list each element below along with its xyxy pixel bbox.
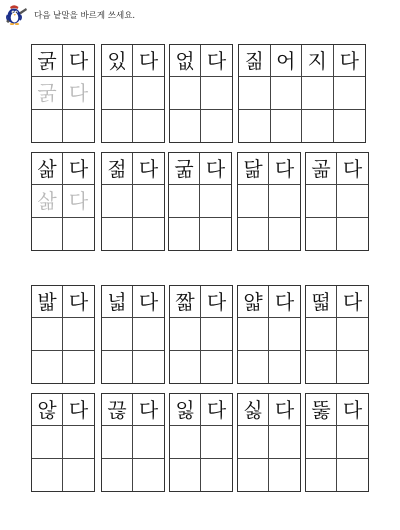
word-grid bbox=[237, 393, 301, 492]
writing-cell[interactable] bbox=[133, 110, 164, 142]
model-character: 넓 bbox=[102, 286, 133, 318]
writing-cell[interactable] bbox=[238, 426, 269, 458]
model-character: 젊 bbox=[102, 153, 133, 185]
writing-cell[interactable] bbox=[32, 218, 63, 250]
writing-cell[interactable] bbox=[239, 77, 271, 109]
model-character: 곪 bbox=[306, 153, 337, 185]
writing-cell[interactable] bbox=[32, 110, 63, 142]
writing-cell[interactable] bbox=[170, 318, 201, 350]
writing-cell[interactable] bbox=[238, 185, 269, 217]
writing-cell[interactable] bbox=[337, 351, 368, 383]
writing-cell[interactable] bbox=[302, 110, 334, 142]
writing-cell[interactable] bbox=[337, 459, 368, 491]
model-character: 다 bbox=[63, 394, 94, 426]
model-character: 없 bbox=[170, 45, 201, 77]
trace-character: 굵 bbox=[32, 77, 63, 109]
writing-cell[interactable] bbox=[201, 318, 232, 350]
writing-cell[interactable] bbox=[102, 218, 133, 250]
writing-cell[interactable] bbox=[238, 459, 269, 491]
trace-character: 다 bbox=[63, 77, 94, 109]
model-character: 다 bbox=[269, 394, 300, 426]
model-character: 얇 bbox=[238, 286, 269, 318]
writing-cell[interactable] bbox=[102, 77, 133, 109]
model-character: 닮 bbox=[238, 153, 269, 185]
model-character: 다 bbox=[133, 45, 164, 77]
model-character: 잃 bbox=[170, 394, 201, 426]
writing-cell[interactable] bbox=[306, 351, 337, 383]
word-grid bbox=[169, 44, 233, 143]
writing-cell[interactable] bbox=[269, 351, 300, 383]
model-character: 다 bbox=[63, 153, 94, 185]
word-grid bbox=[305, 393, 369, 492]
writing-cell[interactable] bbox=[63, 318, 94, 350]
model-character: 삶 bbox=[32, 153, 63, 185]
writing-cell[interactable] bbox=[269, 426, 300, 458]
writing-cell[interactable] bbox=[337, 426, 368, 458]
writing-cell[interactable] bbox=[170, 459, 201, 491]
writing-cell[interactable] bbox=[170, 351, 201, 383]
model-character: 다 bbox=[334, 45, 366, 77]
writing-cell[interactable] bbox=[170, 110, 201, 142]
model-character: 다 bbox=[337, 394, 368, 426]
writing-cell[interactable] bbox=[133, 459, 164, 491]
writing-cell[interactable] bbox=[102, 110, 133, 142]
writing-cell[interactable] bbox=[201, 110, 232, 142]
writing-cell[interactable] bbox=[133, 77, 164, 109]
model-character: 다 bbox=[63, 45, 94, 77]
writing-cell[interactable] bbox=[200, 185, 231, 217]
writing-cell[interactable] bbox=[334, 77, 366, 109]
model-character: 다 bbox=[269, 286, 300, 318]
writing-cell[interactable] bbox=[169, 218, 200, 250]
model-character: 다 bbox=[200, 153, 231, 185]
writing-cell[interactable] bbox=[306, 318, 337, 350]
model-character: 다 bbox=[337, 153, 368, 185]
word-grid bbox=[305, 152, 369, 251]
writing-cell[interactable] bbox=[302, 77, 334, 109]
writing-cell[interactable] bbox=[169, 185, 200, 217]
writing-cell[interactable] bbox=[170, 426, 201, 458]
writing-cell[interactable] bbox=[170, 77, 201, 109]
model-character: 어 bbox=[271, 45, 303, 77]
writing-cell[interactable] bbox=[63, 459, 94, 491]
word-grid bbox=[31, 152, 95, 251]
writing-cell[interactable] bbox=[102, 459, 133, 491]
writing-cell[interactable] bbox=[238, 351, 269, 383]
writing-cell[interactable] bbox=[133, 318, 164, 350]
writing-cell[interactable] bbox=[269, 318, 300, 350]
model-character: 굵 bbox=[32, 45, 63, 77]
writing-cell[interactable] bbox=[271, 110, 303, 142]
writing-cell[interactable] bbox=[200, 218, 231, 250]
writing-cell[interactable] bbox=[201, 426, 232, 458]
writing-cell[interactable] bbox=[102, 351, 133, 383]
word-grid bbox=[31, 393, 95, 492]
writing-cell[interactable] bbox=[238, 318, 269, 350]
writing-cell[interactable] bbox=[32, 459, 63, 491]
writing-cell[interactable] bbox=[334, 110, 366, 142]
word-grid bbox=[101, 152, 165, 251]
writing-cell[interactable] bbox=[32, 426, 63, 458]
word-grid bbox=[169, 393, 233, 492]
model-character: 다 bbox=[201, 394, 232, 426]
word-grid bbox=[169, 285, 233, 384]
trace-character: 삶 bbox=[32, 185, 63, 217]
model-character: 다 bbox=[201, 286, 232, 318]
word-grid bbox=[101, 285, 165, 384]
model-character: 지 bbox=[302, 45, 334, 77]
model-character: 싫 bbox=[238, 394, 269, 426]
writing-cell[interactable] bbox=[337, 318, 368, 350]
writing-cell[interactable] bbox=[269, 218, 300, 250]
writing-cell[interactable] bbox=[102, 426, 133, 458]
writing-cell[interactable] bbox=[63, 218, 94, 250]
word-grid bbox=[168, 152, 232, 251]
model-character: 다 bbox=[337, 286, 368, 318]
writing-cell[interactable] bbox=[201, 351, 232, 383]
writing-cell[interactable] bbox=[133, 218, 164, 250]
writing-cell[interactable] bbox=[63, 110, 94, 142]
writing-cell[interactable] bbox=[269, 185, 300, 217]
model-character: 다 bbox=[133, 153, 164, 185]
writing-cell[interactable] bbox=[63, 426, 94, 458]
model-character: 다 bbox=[269, 153, 300, 185]
model-character: 않 bbox=[32, 394, 63, 426]
word-grid bbox=[101, 44, 165, 143]
word-grid bbox=[305, 285, 369, 384]
writing-cell[interactable] bbox=[306, 459, 337, 491]
writing-cell[interactable] bbox=[32, 318, 63, 350]
writing-cell[interactable] bbox=[337, 218, 368, 250]
model-character: 밟 bbox=[32, 286, 63, 318]
writing-cell[interactable] bbox=[239, 110, 271, 142]
model-character: 굶 bbox=[169, 153, 200, 185]
writing-cell[interactable] bbox=[306, 185, 337, 217]
model-character: 다 bbox=[63, 286, 94, 318]
writing-cell[interactable] bbox=[63, 351, 94, 383]
writing-cell[interactable] bbox=[306, 218, 337, 250]
instruction-text: 다음 낱말을 바르게 쓰세요. bbox=[34, 11, 136, 21]
word-grid bbox=[101, 393, 165, 492]
model-character: 다 bbox=[133, 394, 164, 426]
writing-cell[interactable] bbox=[133, 351, 164, 383]
worksheet-header bbox=[3, 2, 135, 26]
writing-cell[interactable] bbox=[201, 77, 232, 109]
writing-cell[interactable] bbox=[306, 426, 337, 458]
trace-character: 다 bbox=[63, 185, 94, 217]
writing-cell[interactable] bbox=[201, 459, 232, 491]
writing-cell[interactable] bbox=[238, 218, 269, 250]
writing-cell[interactable] bbox=[133, 185, 164, 217]
writing-cell[interactable] bbox=[337, 185, 368, 217]
writing-cell[interactable] bbox=[271, 77, 303, 109]
word-grid bbox=[238, 44, 366, 143]
writing-cell[interactable] bbox=[102, 185, 133, 217]
word-grid bbox=[31, 285, 95, 384]
model-character: 짊 bbox=[239, 45, 271, 77]
model-character: 있 bbox=[102, 45, 133, 77]
model-character: 짧 bbox=[170, 286, 201, 318]
model-character: 다 bbox=[133, 286, 164, 318]
model-character: 다 bbox=[201, 45, 232, 77]
penguin-mascot-icon bbox=[3, 2, 29, 26]
writing-cell[interactable] bbox=[269, 459, 300, 491]
model-character: 뚫 bbox=[306, 394, 337, 426]
word-grid bbox=[31, 44, 95, 143]
writing-cell[interactable] bbox=[102, 318, 133, 350]
model-character: 떫 bbox=[306, 286, 337, 318]
model-character: 끊 bbox=[102, 394, 133, 426]
word-grid bbox=[237, 285, 301, 384]
writing-cell[interactable] bbox=[32, 351, 63, 383]
word-grid bbox=[237, 152, 301, 251]
writing-cell[interactable] bbox=[133, 426, 164, 458]
